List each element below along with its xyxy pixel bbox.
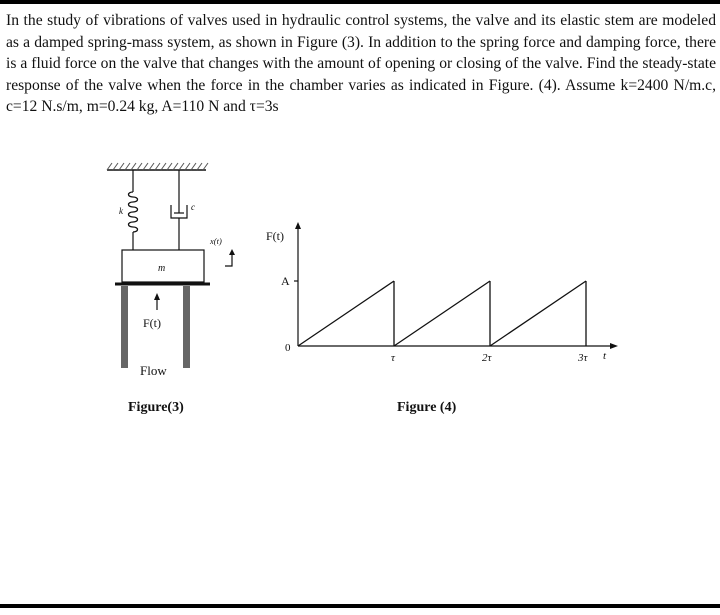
figure-4-caption: Figure (4) (397, 400, 457, 415)
y-axis-label: F(t) (266, 229, 284, 243)
figure-4 (266, 222, 618, 415)
left-wall (121, 286, 128, 368)
x-axis-label: t (603, 350, 607, 362)
x-tick-group (391, 352, 589, 364)
amplitude-label: A (281, 274, 290, 288)
y-axis-arrowhead (295, 222, 301, 229)
x-axis-arrowhead (610, 343, 618, 349)
problem-statement: In the study of vibrations of valves used in hydraulic control systems, the valve and its elastic stem are modeled as a damped spring-mass system, as shown in Figure (3). In addition to the spring force and damping force, there is a fluid force on the valve that changes with the amount of opening or closing of the valve. Find the steady-state response of the valve when the force in the chamber varies as indicated in Figure. (4). Assume k=2400 N/m.c, c=12 N.s/m, m=0.24 kg, A=110 N and τ=3s (6, 12, 716, 116)
mass-label: m (158, 263, 166, 274)
right-wall (183, 286, 190, 368)
sawtooth-segment (298, 281, 394, 346)
flow-label: Flow (140, 363, 167, 378)
displacement-arrow (225, 249, 235, 266)
force-arrow (154, 293, 160, 310)
force-label: F(t) (143, 316, 161, 330)
damper-label: c (191, 202, 195, 212)
bottom-rule (0, 604, 720, 608)
figure-3 (107, 163, 235, 415)
ground-support (107, 163, 208, 170)
spring-label: k (119, 206, 123, 216)
sawtooth-segment (394, 281, 490, 346)
damper (171, 170, 187, 250)
displacement-label: x(t) (210, 236, 222, 246)
figure-3-caption: Figure(3) (128, 400, 184, 415)
spring (129, 170, 138, 250)
x-tick-label: 3τ (578, 352, 588, 364)
sawtooth-segment (490, 281, 586, 346)
x-tick-label: τ (391, 352, 395, 364)
origin-label: 0 (285, 342, 291, 354)
x-tick-label: 2τ (482, 352, 492, 364)
sawtooth-series (298, 281, 586, 346)
